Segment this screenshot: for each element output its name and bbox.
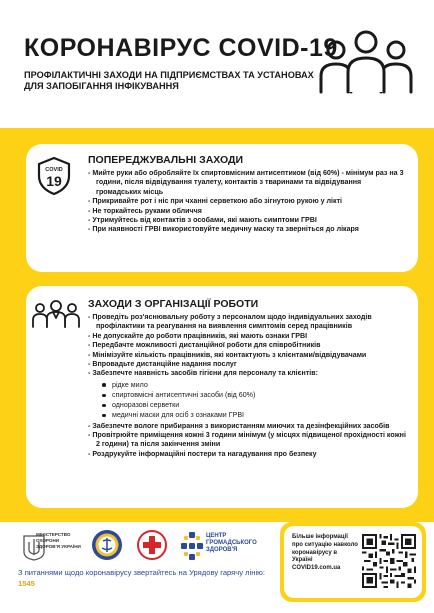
workers-group-icon xyxy=(32,300,80,328)
list-item: - Мінімізуйте кількість працівників, які контактують з клієнтами/відвідувачами xyxy=(88,350,367,359)
info-text: Більше інформації про ситуацію навколо коронавірусу в Україні COVID19.com.ua xyxy=(292,534,358,572)
list-item: - Впровадьте дистанційне надання послуг xyxy=(88,360,237,369)
poster-subtitle: ПРОФІЛАКТИЧНІ ЗАХОДИ НА ПІДПРИЄМСТВАХ ТА УСТАНОВАХ ДЛЯ ЗАПОБІГАННЯ ІНФІКУВАННЯ xyxy=(24,70,314,91)
ministry-name: МІНІСТЕРСТВО ОХОРОНИ ЗДОРОВ'Я УКРАЇНИ xyxy=(36,532,81,549)
hotline-number: 1545 xyxy=(18,578,35,588)
prevention-list xyxy=(88,169,408,235)
organization-card xyxy=(26,286,418,508)
list-item: - Роздрукуйте інформаційні постери та нагадування про безпеку xyxy=(88,449,317,458)
hygiene-sublist xyxy=(102,380,408,421)
info-box-inner xyxy=(284,526,422,598)
sublist-item: рідке мило xyxy=(102,380,408,390)
prevention-card xyxy=(26,144,418,272)
people-group-icon xyxy=(318,28,414,94)
prevention-title: ПОПЕРЕДЖУВАЛЬНІ ЗАХОДИ xyxy=(88,154,244,166)
list-item: - Не торкайтесь руками обличчя xyxy=(88,206,202,215)
sublist-item: спиртовмісні антисептичні засоби (від 60%) xyxy=(102,390,408,400)
hotline-text xyxy=(18,568,268,589)
poster-header xyxy=(0,0,434,128)
emblem-icon xyxy=(90,528,124,562)
list-item: - Передбачте можливості дистанційної роботи для співробітників xyxy=(88,341,321,350)
hotline-label: З питаннями щодо коронавірусу звертайтесь на Урядову гарячу лінію: xyxy=(18,568,265,577)
list-item: - Мийте руки або обробляйте їх спиртовмісним антисептиком (від 60%) - мінімум раз на 3 години, після відвідування туалету, контактів з тваринами та відвідування громадських місць xyxy=(88,169,404,196)
covid-badge-label: COVID xyxy=(45,167,63,173)
hygiene-sublist-container xyxy=(88,380,408,421)
organization-title: ЗАХОДИ З ОРГАНІЗАЦІЇ РОБОТИ xyxy=(88,298,259,310)
list-item: - Прикривайте рот і ніс при чханні серветкою або зігнутою рукою у лікті xyxy=(88,197,343,206)
red-cross-icon xyxy=(136,529,168,561)
covid-19-shield-icon xyxy=(36,156,72,196)
sublist-item: медичні маски для осіб з ознаками ГРВІ xyxy=(102,410,408,420)
info-box xyxy=(280,522,426,602)
poster-title: КОРОНАВІРУС COVID-19 xyxy=(24,34,338,62)
covid-badge-number: 19 xyxy=(46,173,62,189)
list-item: - Провітрюйте приміщення кожні 3 години мінімум (у місцях підвищеної прохідності кожні 2 години) та після закінчення зміни xyxy=(88,431,406,449)
list-item: - Не допускайте до роботи працівників, які мають ознаки ГРВІ xyxy=(88,331,308,340)
list-item: - Забезпечте вологе прибирання з використанням миючих та дезінфекційних засобів xyxy=(88,421,390,430)
list-item: - Забезпечте наявність засобів гігієни для персоналу та клієнтів: xyxy=(88,369,318,378)
list-item: - Проведіть роз'яснювальну роботу з персоналом щодо індивідуальних заходів профілактики та реагування на виявлення симптомів серед працівників xyxy=(88,313,372,331)
list-item: - При наявності ГРВІ використовуйте медичну маску та зверніться до лікаря xyxy=(88,225,359,234)
organization-list xyxy=(88,313,408,459)
sublist-item: одноразові серветки xyxy=(102,400,408,410)
list-item: - Утримуйтесь від контактів з особами, які мають симптоми ГРВІ xyxy=(88,216,317,225)
phc-name: ЦЕНТР ГРОМАДСЬКОГО ЗДОРОВ'Я xyxy=(206,533,257,553)
qr-code-icon[interactable] xyxy=(362,534,416,588)
poster-footer xyxy=(0,522,434,613)
